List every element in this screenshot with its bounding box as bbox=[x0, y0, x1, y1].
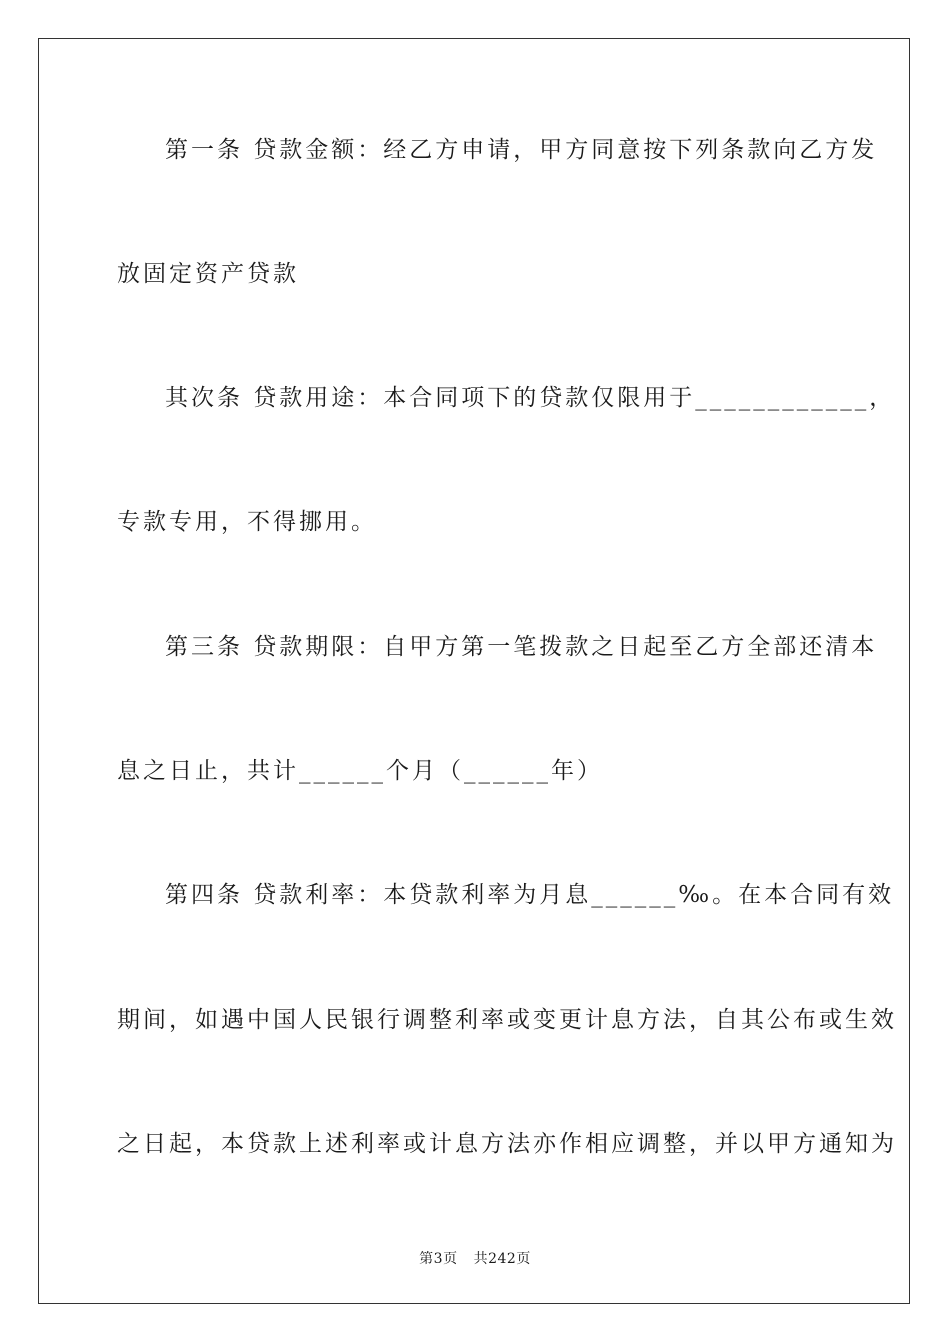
article-3-line-2: 息之日止，共计______个月（______年） bbox=[117, 758, 603, 784]
article-1-line-2: 放固定资产贷款 bbox=[117, 261, 299, 287]
article-2-line-1: 其次条 贷款用途：本合同项下的贷款仅限用于____________， bbox=[165, 385, 896, 411]
article-1-line-1: 第一条 贷款金额：经乙方申请，甲方同意按下列条款向乙方发 bbox=[165, 137, 878, 163]
article-2-line-2: 专款专用，不得挪用。 bbox=[117, 509, 377, 535]
page-number: 第3页 bbox=[419, 1251, 458, 1267]
total-pages: 共242页 bbox=[473, 1251, 531, 1267]
page-footer bbox=[0, 1248, 950, 1268]
page-border bbox=[38, 38, 910, 1304]
article-3-line-1: 第三条 贷款期限：自甲方第一笔拨款之日起至乙方全部还清本 bbox=[165, 634, 878, 660]
article-4-line-2: 期间，如遇中国人民银行调整利率或变更计息方法，自其公布或生效 bbox=[117, 1007, 897, 1033]
article-4-line-1: 第四条 贷款利率：本贷款利率为月息______‰。在本合同有效 bbox=[165, 882, 895, 908]
article-4-line-3: 之日起，本贷款上述利率或计息方法亦作相应调整，并以甲方通知为 bbox=[117, 1131, 897, 1157]
